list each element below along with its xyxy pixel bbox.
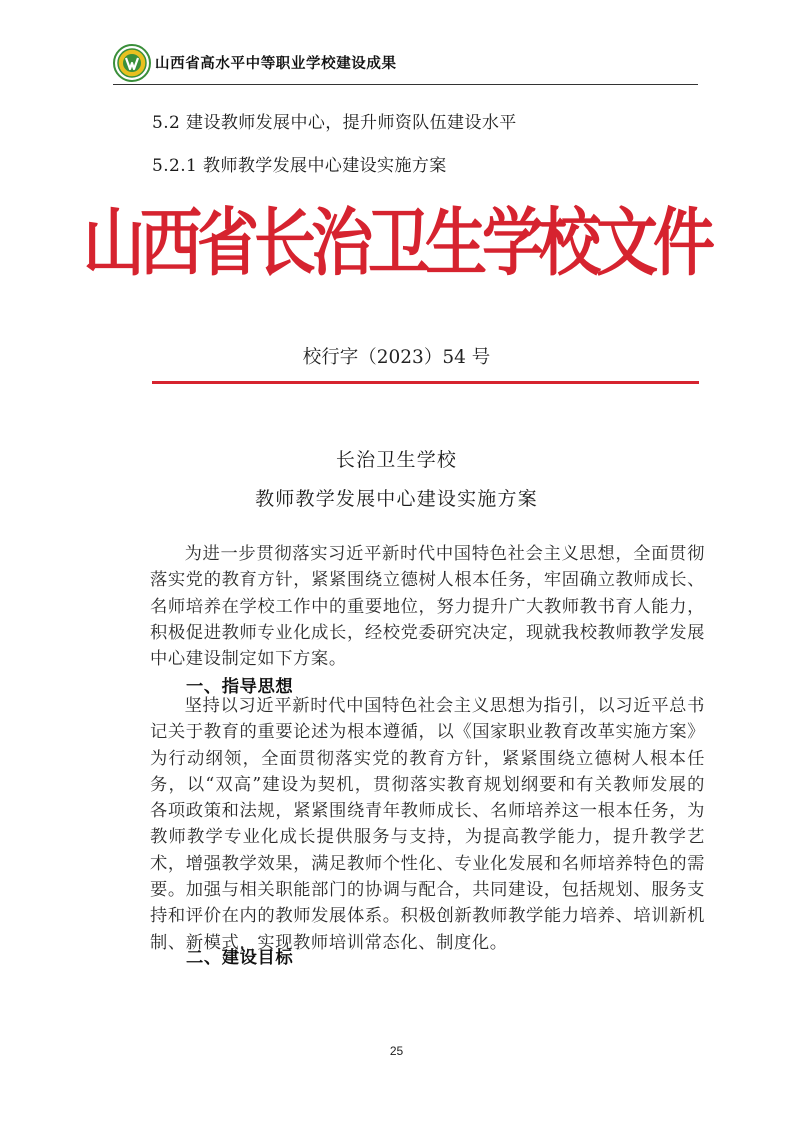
plan-title: 教师教学发展中心建设实施方案 — [255, 488, 538, 510]
section-heading: 5.2 建设教师发展中心，提升师资队伍建设水平 — [152, 113, 517, 133]
section1-heading: 一、指导思想 — [186, 677, 294, 697]
section2-heading: 二、建设目标 — [186, 948, 294, 968]
document-issuer-title: 山西省长治卫生学校文件 — [82, 199, 710, 286]
red-divider — [152, 381, 699, 384]
header-title: 山西省高水平中等职业学校建设成果 — [155, 56, 397, 72]
section-subheading: 5.2.1 教师教学发展中心建设实施方案 — [152, 156, 447, 176]
page-number: 25 — [389, 1044, 404, 1058]
intro-paragraph: 为进一步贯彻落实习近平新时代中国特色社会主义思想，全面贯彻落实党的教育方针，紧紧围绕立德树人根本任务，牢固确立教师成长、名师培养在学校工作中的重要地位，努力提升广大教师教书育人能力，积极促进教师专业化成长，经校党委研究决定，现就我校教师教学发展中心建设制定如下方案。 — [150, 544, 705, 670]
document-number: 校行字（2023）54 号 — [302, 347, 491, 368]
school-name: 长治卫生学校 — [335, 449, 458, 471]
section1-paragraph: 坚持以习近平新时代中国特色社会主义思想为指引，以习近平总书记关于教育的重要论述为根本遵循，以《国家职业教育改革实施方案》为行动纲领，全面贯彻落实党的教育方针，紧紧围绕立德树人根本任务，以“双高”建设为契机，贯彻落实教育规划纲要和有关教师发展的各项政策和法规，紧紧围绕青年教师成长、名师培养这一根本任务，为教师教学专业化成长提供服务与支持，为提高教学能力，提升教学艺术，增强教学效果，满足教师个性化、专业化发展和名师培养特色的需要。加强与相关职能部门的协调与配合，共同建设，包括规划、服务支持和评价在内的教师发展体系。积极创新教师教学能力培养、培训新机制、新模式，实现教师培训常态化、制度化。 — [150, 696, 705, 953]
header-divider — [113, 84, 698, 85]
school-emblem-icon — [113, 44, 151, 82]
